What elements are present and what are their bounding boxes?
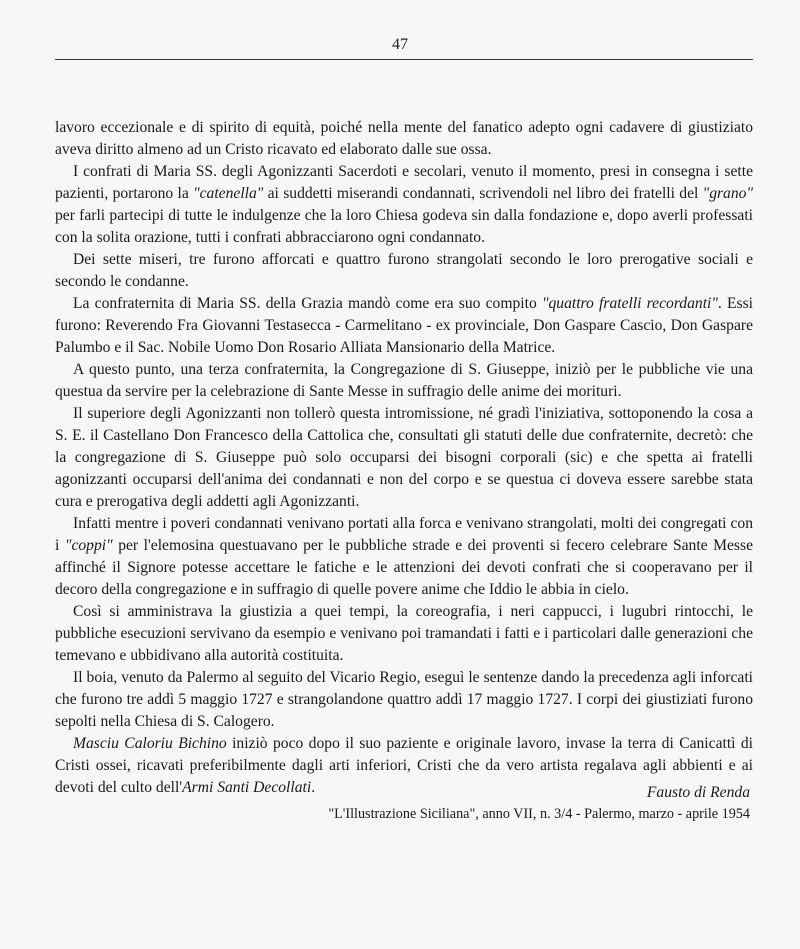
text-run: La confraternita di Maria SS. della Grazia mandò come era suo compito <box>73 295 542 312</box>
text-run: Il boia, venuto da Palermo al seguito del Vicario Regio, eseguì le sentenze dando la precedenza agli inforcati che furono tre addì 5 maggio 1727 e strangolandone quattro addì 17 maggio 1727. I corpi dei giustiziati furono sepolti nella Chiesa di S. Calogero. <box>55 669 753 730</box>
author-signature: Fausto di Renda <box>646 784 750 801</box>
text-run: Dei sette miseri, tre furono afforcati e quattro furono strangolati secondo le loro prerogative sociali e secondo le condanne. <box>55 251 753 290</box>
italic-text-run: Armi Santi Decollati <box>182 779 312 796</box>
italic-text-run: "grano" <box>702 185 753 202</box>
text-run: . <box>311 779 316 796</box>
text-run: iniziò poco dopo il suo paziente e originale lavoro, invase la terra di Canicattì di Cristi ossei, ricavati preferibilmente dagli arti inferiori, Cristi che da vero artista regalava agli abbienti e ai devoti del culto dell' <box>55 735 753 796</box>
paragraph <box>55 403 753 513</box>
header-rule <box>55 59 753 60</box>
text-run: per l'elemosina questuavano per le pubbliche strade e dei proventi si fecero celebrare Sante Messe affinché il Signore potesse accettare le fatiche e le attenzioni dei devoti confrati che si cooperavano per il decoro della congregazione e in suffragio di quelle povere anime che Iddio le abbia in cielo. <box>55 537 753 598</box>
italic-text-run: "coppi" <box>64 537 113 554</box>
text-run: lavoro eccezionale e di spirito di equità, poiché nella mente del fanatico adepto ogni cadavere di giustiziato aveva diritto almeno ad un Cristo ricavato ed elaborato dalle sue ossa. <box>55 119 753 158</box>
article-body <box>55 117 753 799</box>
italic-text-run: "catenella" <box>193 185 264 202</box>
paragraph <box>55 359 753 403</box>
text-run: Infatti mentre i poveri condannati venivano portati alla forca e venivano strangolati, molti dei congregati con i <box>55 515 753 554</box>
page-number: 47 <box>392 36 408 53</box>
text-run: Così si amministrava la giustizia a quei tempi, la coreografia, i neri cappucci, i lugubri rintocchi, le pubbliche esecuzioni servivano da esempio e venivano poi tramandati i fatti e i particolari dalle generazioni che temevano e ubbidivano alla autorità costituita. <box>55 603 753 664</box>
paragraph <box>55 117 753 161</box>
italic-text-run: Masciu Caloriu Bichino <box>73 735 227 752</box>
text-run: per farli partecipi di tutte le indulgenze che la loro Chiesa godeva sin dalla fondazione e, dopo averli professati con la solita orazione, tutti i confrati abbracciarono ogni condannato. <box>55 207 753 246</box>
paragraph <box>55 667 753 733</box>
paragraph <box>55 161 753 249</box>
text-run: . Essi furono: Reverendo Fra Giovanni Testasecca - Carmelitano - ex provinciale, Don Gaspare Cascio, Don Gaspare Palumbo e il Sac. Nobile Uomo Don Rosario Alliata Mansionario della Matrice. <box>55 295 754 356</box>
paragraph <box>55 293 753 359</box>
source-citation: "L'Illustrazione Siciliana", anno VII, n. 3/4 - Palermo, marzo - aprile 1954 <box>328 806 750 822</box>
italic-text-run: "quattro fratelli recordanti" <box>541 295 718 312</box>
paragraph <box>55 513 753 601</box>
text-run: ai suddetti miserandi condannati, scrivendoli nel libro dei fratelli del <box>263 185 703 202</box>
text-run: I confrati di Maria SS. degli Agonizzanti Sacerdoti e secolari, venuto il momento, presi in consegna i sette pazienti, portarono la <box>55 163 753 202</box>
text-run: A questo punto, una terza confraternita, la Congregazione di S. Giuseppe, iniziò per le pubbliche vie una questua da servire per la celebrazione di Sante Messe in suffragio delle anime dei morituri. <box>55 361 753 400</box>
text-run: Il superiore degli Agonizzanti non tollerò questa intromissione, né gradì l'iniziativa, sottoponendo la cosa a S. E. il Castellano Don Francesco della Cattolica che, consultati gli statuti delle due confraternite, decretò: che la congregazione di S. Giuseppe può solo occuparsi dei bisogni corporali (sic) e che spetta ai fratelli agonizzanti occuparsi dell'anima dei condannati e non del corpo e se questua ci doveva essere sarebbe stata cura e prerogativa degli addetti agli Agonizzanti. <box>55 405 753 510</box>
paragraph <box>55 249 753 293</box>
paragraph <box>55 601 753 667</box>
